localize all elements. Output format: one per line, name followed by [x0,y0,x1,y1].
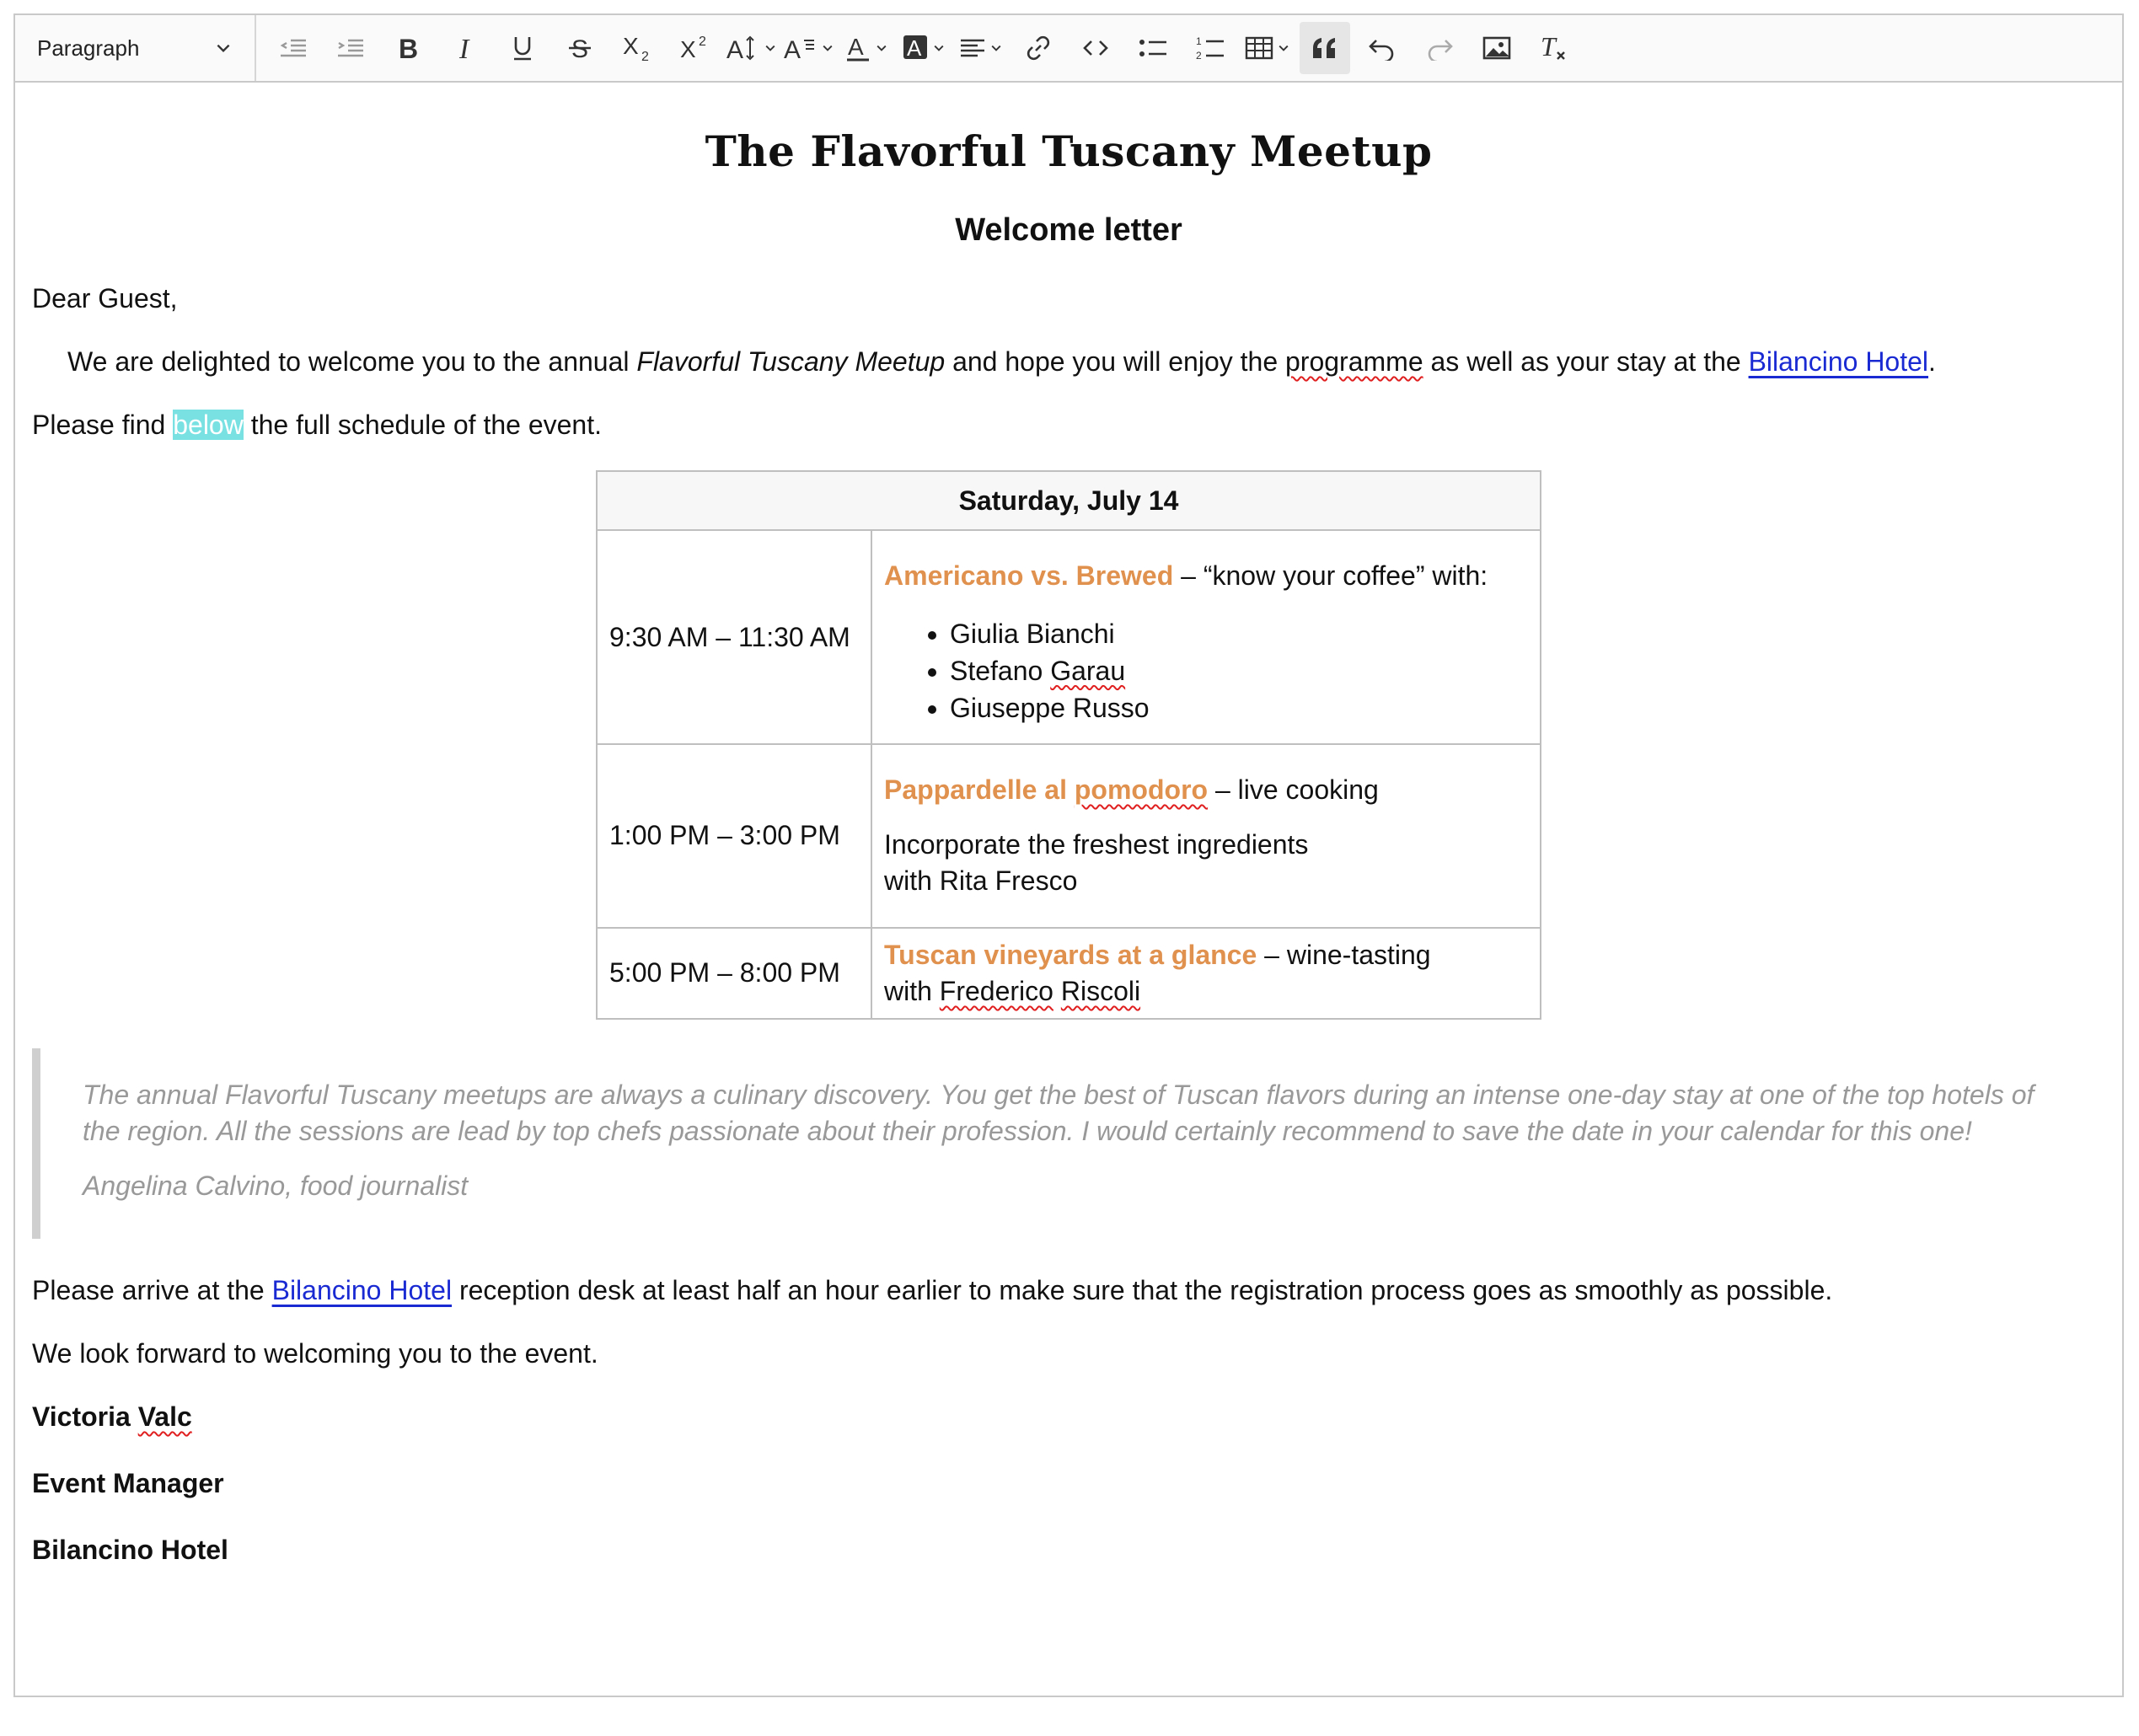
redo-button[interactable] [1414,22,1465,74]
font-family-icon [784,34,818,62]
document-subtitle: Welcome letter [955,212,1182,248]
block-quote-button[interactable] [1300,22,1350,74]
quote-author: Angelina Calvino, food journalist [83,1171,469,1202]
list-item: • Giuseppe Russo [950,689,1528,726]
indent-button[interactable] [325,22,376,74]
session-time: 9:30 AM – 11:30 AM [597,530,871,744]
svg-text:A: A [784,36,801,62]
signature-first-name: Victoria [32,1401,138,1432]
paragraph-style-label: Paragraph [37,35,140,61]
table-row [597,744,1541,928]
image-icon [1482,35,1511,61]
svg-text:S: S [571,35,589,62]
indent-icon [336,35,365,61]
rich-text-editor [13,13,2124,1697]
session-title-part: Pappardelle al [884,774,1075,806]
misspelled-word: Garau [1050,655,1126,686]
underline-icon [510,34,535,62]
speaker-list [884,615,1528,726]
remove-format-button[interactable] [1529,22,1579,74]
session-description: – live cooking [1208,774,1379,806]
intro-text: We are delighted to welcome you to the annual [67,346,637,377]
editor-content[interactable] [15,83,2122,1568]
svg-text:T: T [1541,34,1556,62]
chevron-down-icon [875,41,888,55]
hotel-link[interactable]: Bilancino Hotel [1748,346,1929,377]
undo-icon [1368,35,1397,61]
signature-name [32,1399,2105,1435]
svg-text:2: 2 [641,50,649,62]
signature-organization: Bilancino Hotel [32,1535,228,1566]
svg-text:A: A [848,34,864,60]
subscript-button[interactable] [612,22,662,74]
quote-text: The annual Flavorful Tuscany meetups are always a culinary discovery. You get the best of Tuscan flavors during an intense one-day stay at one of the top hotels of the region. All the sessions are lead by top chefs passionate about their profession. I would certainly recommend to save the date in your calendar for this one! [83,1079,2034,1147]
session-time: 1:00 PM – 3:00 PM [597,744,871,928]
chevron-down-icon [932,41,946,55]
schedule-table-header: Saturday, July 14 [597,471,1541,530]
session-title [884,774,1208,805]
code-icon [1081,35,1110,61]
bulleted-list-icon [1138,35,1168,61]
intro-text: as well as your stay at the [1423,346,1749,377]
closing-paragraph: We look forward to welcoming you to the event. [32,1337,598,1369]
speaker-first-name: Stefano [950,655,1051,686]
bulleted-list-button[interactable] [1128,22,1178,74]
bold-icon [395,34,421,62]
testimonial-quote [32,1048,2105,1239]
hotel-link[interactable]: Bilancino Hotel [271,1274,453,1305]
list-item [950,652,1528,689]
alignment-button[interactable] [956,22,1006,74]
document-title: The Flavorful Tuscany Meetup [705,126,1433,176]
numbered-list-icon [1195,35,1225,62]
svg-text:2: 2 [1196,50,1202,62]
subscript-icon [621,34,653,62]
chevron-down-icon [821,41,834,55]
chevron-down-icon [764,41,777,55]
svg-text:X: X [680,36,696,62]
misspelled-word: Riscoli [1060,975,1141,1006]
session-title: Americano vs. Brewed [884,560,1174,592]
strikethrough-icon [567,34,592,62]
block-quote-icon [1311,36,1338,60]
session-description: – “know your coffee” with: [1173,560,1488,592]
outdent-icon [279,35,308,61]
schedule-intro-text: the full schedule of the event. [243,410,602,441]
schedule-intro-text: Please find [32,410,174,441]
session-cell [871,928,1541,1019]
misspelled-word: programme [1285,346,1423,377]
chevron-down-icon [989,41,1003,55]
redo-icon [1425,35,1454,61]
font-size-button[interactable] [726,22,777,74]
align-left-icon [959,35,986,61]
intro-text: and hope you will enjoy the [945,346,1285,377]
session-title: Tuscan vineyards at a glance [884,939,1257,970]
insert-image-button[interactable] [1472,22,1522,74]
underline-button[interactable] [497,22,548,74]
signature-role: Event Manager [32,1468,224,1499]
svg-text:B: B [399,34,419,62]
schedule-intro [32,407,2105,443]
schedule-table [596,470,1541,1020]
font-color-icon [844,34,871,62]
remove-format-icon [1539,34,1569,62]
numbered-list-button[interactable] [1185,22,1236,74]
session-detail-line: Incorporate the freshest ingredients [884,829,1309,860]
arrival-text: Please arrive at the [32,1274,272,1305]
code-button[interactable] [1070,22,1121,74]
bold-button[interactable] [383,22,433,74]
chevron-down-icon [214,39,233,57]
link-icon [1025,35,1052,62]
table-row [597,928,1541,1019]
superscript-button[interactable] [669,22,720,74]
greeting: Dear Guest, [32,282,178,313]
svg-text:2: 2 [699,35,706,49]
intro-text: . [1928,346,1936,377]
misspelled-word: Frederico [939,975,1053,1006]
intro-paragraph [32,344,2105,380]
list-item: • Giulia Bianchi [950,615,1528,652]
font-color-button[interactable] [841,22,892,74]
table-icon [1245,35,1273,61]
misspelled-word: Valc [137,1401,192,1432]
svg-text:A: A [726,36,744,62]
svg-text:1: 1 [1196,35,1202,47]
italic-button[interactable] [440,22,491,74]
link-button[interactable] [1013,22,1064,74]
session-description: – wine-tasting [1257,939,1431,970]
strikethrough-button[interactable] [555,22,605,74]
session-detail-line: with [884,975,940,1006]
session-detail-line: with Rita Fresco [884,865,1078,897]
paragraph-style-dropdown[interactable] [15,15,256,81]
editor-toolbar [15,15,2122,83]
arrival-paragraph [32,1273,2105,1309]
svg-text:A: A [907,35,922,61]
outdent-button[interactable] [268,22,319,74]
background-color-button[interactable] [898,22,949,74]
event-name: Flavorful Tuscany Meetup [636,346,946,377]
svg-text:X: X [623,34,639,59]
session-cell [871,744,1541,928]
italic-icon [453,34,478,62]
svg-text:I: I [459,34,469,62]
undo-button[interactable] [1357,22,1407,74]
superscript-icon [678,34,710,62]
session-cell [871,530,1541,744]
highlighted-text: below [173,410,244,441]
table-row [597,530,1541,744]
chevron-down-icon [1277,41,1290,55]
session-time: 5:00 PM – 8:00 PM [597,928,871,1019]
arrival-text: reception desk at least half an hour earlier to make sure that the registration process goes as smoothly as possible. [452,1274,1833,1305]
misspelled-word: pomodoro [1074,774,1209,806]
font-family-button[interactable] [784,22,834,74]
font-size-icon [726,34,760,62]
background-color-icon [902,34,929,62]
insert-table-button[interactable] [1242,22,1293,74]
